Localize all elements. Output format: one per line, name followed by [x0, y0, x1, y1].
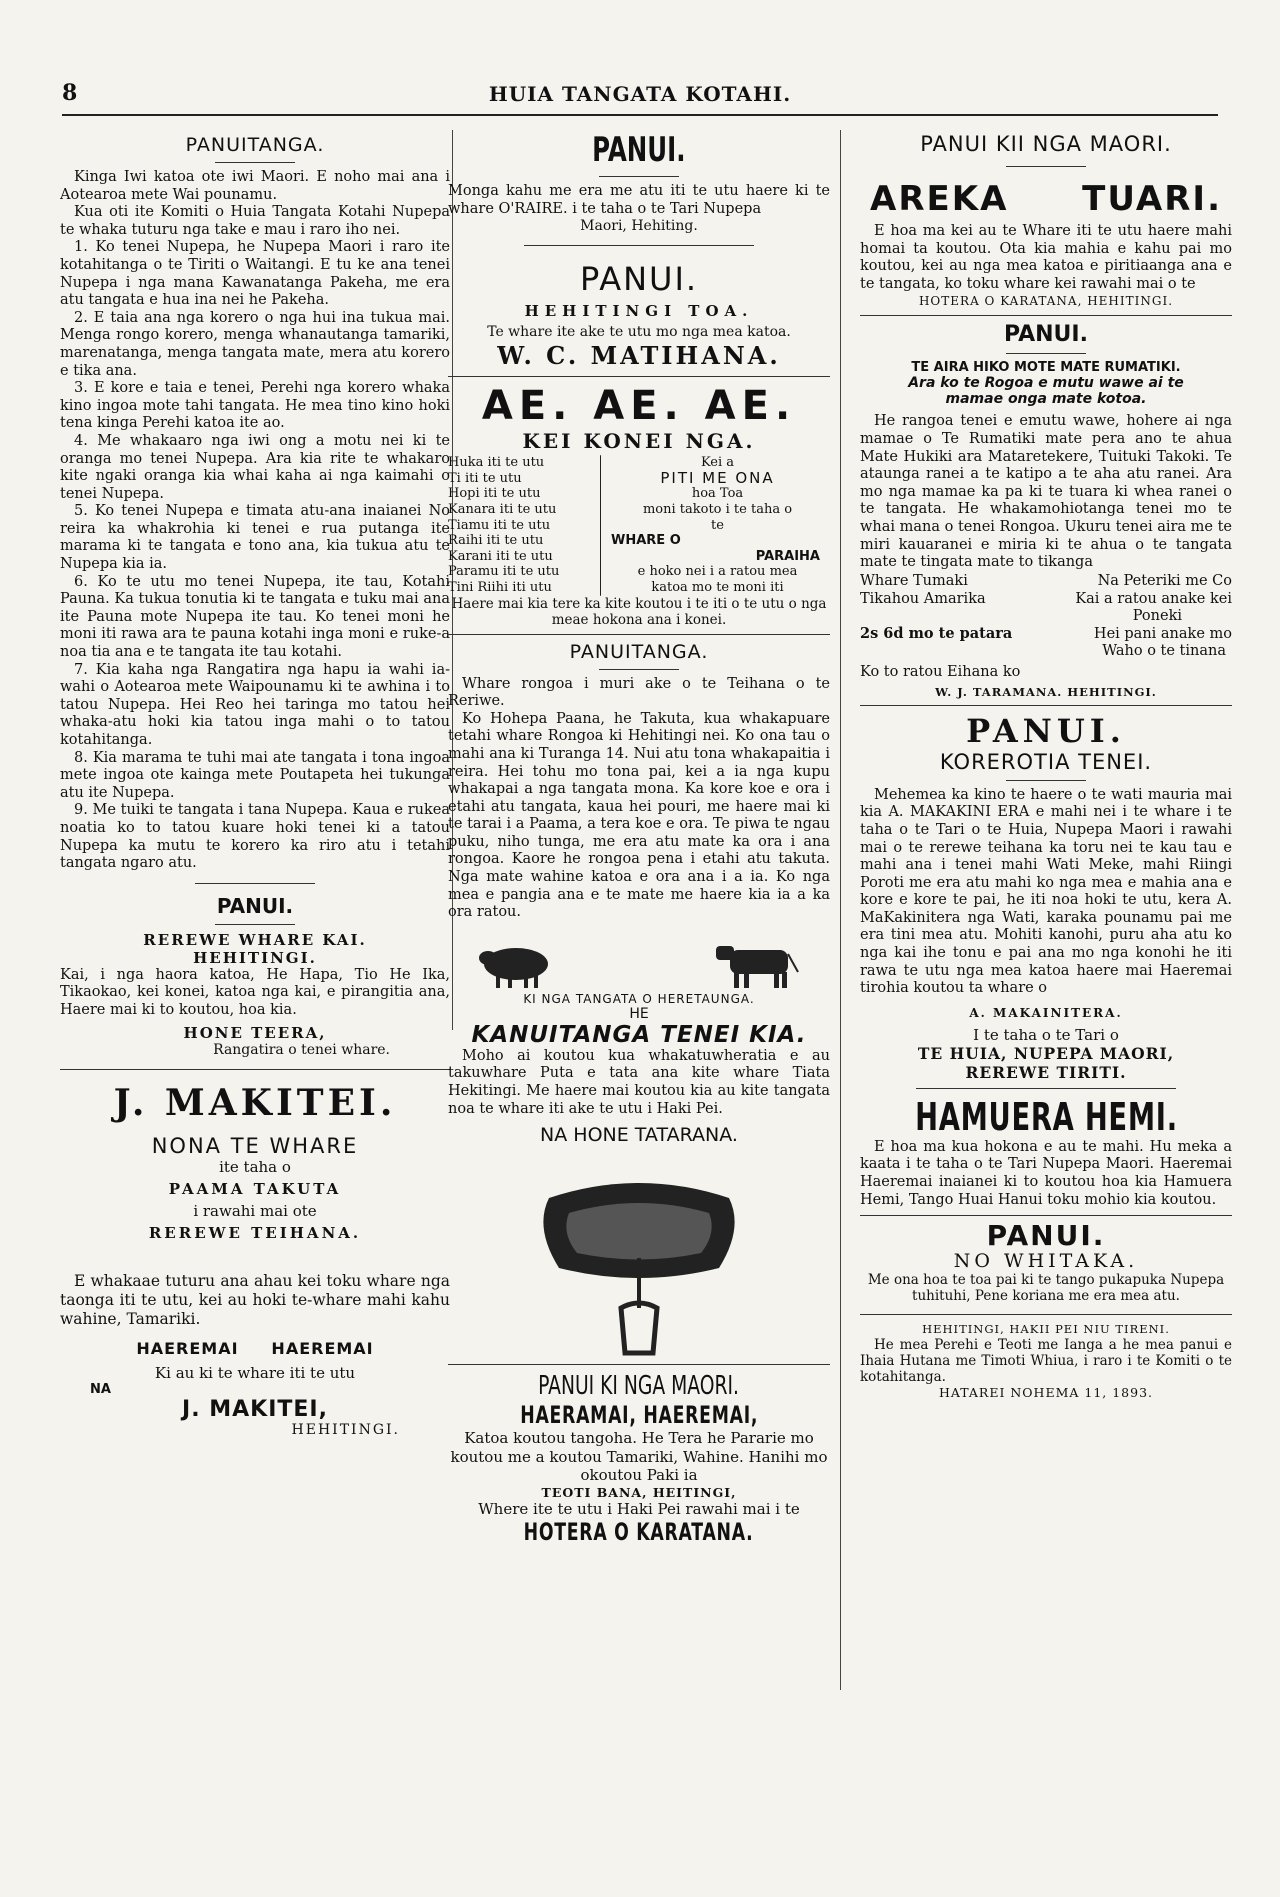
te-word: te: [711, 517, 724, 533]
panuitanga-heading: PANUITANGA.: [185, 134, 325, 156]
divider: [215, 924, 295, 925]
taramana-signature: W. J. TARAMANA. HEHITINGI.: [935, 684, 1157, 699]
divider: [524, 245, 753, 246]
makitei-heading: J. MAKITEI.: [113, 1081, 397, 1124]
paragraph: Kua oti ite Komiti o Huia Tangata Kotahi Nupepa te whaka tuturu nga take e mau i raro iho nei.: [60, 204, 450, 238]
panuitanga-heading-2: PANUITANGA.: [569, 640, 709, 663]
hei-pani: Hei pani anake mo: [1093, 625, 1232, 642]
hehitingi-heading: HEHITINGI.: [193, 948, 317, 967]
paragraph: 9. Me tuiki te tangata i tana Nupepa. Kaua e rukea noatia ko to tatou kuare hoki tenei ki a tatou Nupepa ka mutu te korero ka riro atu i tetahi tangata ngaro atu.: [60, 802, 450, 872]
waho: Waho o te tinana: [1102, 642, 1226, 659]
price: 2s 6d mo te patara: [860, 624, 1013, 642]
whare-o: WHARE O: [611, 533, 681, 549]
haeremai-word: HAEREMAI: [271, 1338, 374, 1358]
column-2: [448, 130, 830, 1827]
animal-illustrations: [476, 938, 802, 990]
goods-item: Paramu iti te utu: [448, 564, 560, 580]
brace: [600, 455, 601, 595]
signature-name: J. MAKITEI,: [182, 1396, 328, 1422]
me-ona-text: Me ona hoa te toa pai ki te tango pukapuka Nupepa tuhituhi, Pene koriana me era mea atu.: [867, 1272, 1225, 1305]
tuari-word: TUARI.: [1082, 179, 1222, 219]
panui-heading: PANUI.: [216, 893, 294, 918]
goods-item: Ti iti te utu: [448, 470, 522, 486]
divider: [448, 1364, 830, 1365]
goods-list: [448, 455, 596, 595]
saddle-illustration: [448, 1158, 830, 1358]
panui-heading-2: PANUI.: [579, 260, 699, 299]
areka-word: AREKA: [870, 179, 1009, 219]
signature-place: HEHITINGI.: [291, 1421, 400, 1438]
notice-body: [60, 169, 450, 873]
panui-heading-2: PANUI.: [966, 711, 1126, 750]
divider: [599, 176, 679, 177]
rerewe-teihana: REREWE TEIHANA.: [148, 1223, 362, 1242]
kai-a-ratou: Kai a ratou anake kei: [1075, 590, 1232, 607]
goods-item: Hopi iti te utu: [448, 486, 541, 502]
hamuera-heading: HAMUERA HEMI.: [914, 1094, 1178, 1139]
whare-rongoa-text: Whare rongoa i muri ake o te Teihana o te Reriwe.: [448, 675, 830, 710]
date: HATAREI NOHEMA 11, 1893.: [938, 1385, 1154, 1401]
te-aira-heading: TE AIRA HIKO MOTE MATE RUMATIKI.: [911, 360, 1181, 376]
tikahou-amarika: Tikahou Amarika: [860, 590, 986, 607]
maori-hehiting: Maori, Hehiting.: [580, 218, 698, 235]
korerotia-heading: KOREROTIA TENEI.: [939, 749, 1153, 774]
kanuitanga-heading: KANUITANGA TENEI KIA.: [471, 1021, 807, 1048]
moho-text: Moho ai koutou kua whakatuwheratia e au takuwhare Puta e tata ana kite whare Tiata Hekitingi. Me haere mai koutou kia au kite tangata noa te whare iti ake te utu i Haki Pei.: [448, 1047, 830, 1117]
tikahou-row: [860, 590, 1232, 608]
masthead: HUIA TANGATA KOTAHI.: [488, 82, 792, 106]
imprint: HEHITINGI, HAKII PEI NIU TIRENI.: [922, 1322, 1170, 1337]
column-1: [60, 130, 450, 1827]
paragraph: 1. Ko tenei Nupepa, he Nupepa Maori i raro ite kotahitanga o te Tiriti o Waitangi. E tu ke ana tenei Nupepa i nga mana Kawanatanga Pakeha, me era atu tangata e hua ina nei he Pakeha.: [60, 239, 450, 309]
paraiha: PARAIHA: [755, 548, 820, 564]
paragraph: 6. Ko te utu mo tenei Nupepa, ite tau, Kotahi Pauna. Ka tukua tonutia ki te tangata e tuku mai ana ite Pauna mote Nupepa ite tau. Ko tenei moni he moni iti rawa ara te pauna kotahi inga moni e ruke-a noa tia ana e te tangata ite tau kotahi.: [60, 573, 450, 661]
makainitera-signature: A. MAKAINITERA.: [969, 1005, 1123, 1020]
panui-ki-nga-maori-heading: PANUI KI NGA MAORI.: [538, 1371, 740, 1402]
divider: [860, 705, 1232, 706]
goods-item: Tini Riihi iti utu: [448, 579, 552, 595]
katoa-text: Katoa koutou tangoha. He Tera he Pararie mo koutou me a koutou Tamariki, Wahine. Hanihi mo okoutou Paki ia: [450, 1429, 828, 1485]
goods-item: Kanara iti te utu: [448, 501, 557, 517]
column-divider: [840, 130, 841, 1690]
i-rawahi-mai: i rawahi mai ote: [193, 1201, 317, 1220]
piti-me-ona: PITI ME ONA: [660, 468, 775, 487]
divider: [215, 162, 295, 163]
divider: [1006, 166, 1086, 167]
divider: [916, 1088, 1176, 1089]
poneki: Poneki: [1132, 607, 1182, 624]
he-word: HE: [629, 1005, 649, 1022]
ae-heading: AE. AE. AE.: [481, 383, 797, 430]
divider: [448, 634, 830, 635]
page-number: 8: [62, 80, 78, 106]
te-huia: TE HUIA, NUPEPA MAORI,: [917, 1043, 1175, 1063]
divider: [195, 883, 315, 884]
areka-tuari-heading: [860, 173, 1232, 223]
haere-mai-text: Haere mai kia tere ka kite koutou i te iti o te utu o nga meae hokona ana i konei.: [451, 595, 827, 628]
no-whitaka: NO WHITAKA.: [953, 1250, 1139, 1273]
page-header: [62, 78, 1218, 116]
i-te-taha: I te taha o te Tari o: [973, 1025, 1119, 1044]
e-hoko: e hoko nei i a ratou mea: [637, 564, 798, 580]
ki-nga-tangata: KI NGA TANGATA O HERETAUNGA.: [523, 991, 755, 1006]
spacer: [60, 1242, 450, 1272]
whare-tumaki: Whare Tumaki: [860, 572, 968, 589]
goods-item: Huka iti te utu: [448, 455, 545, 471]
divider: [860, 1215, 1232, 1216]
piti-block: [605, 455, 830, 595]
kai-text: Kai, i nga haora katoa, He Hapa, Tio He Ika, Tikaokao, kei konei, katoa nga kai, e pirangitia ana, Haere mai ki to koutou, hoa kia.: [60, 966, 450, 1018]
e-hoa-ma-text: E hoa ma kua hokona e au te mahi. Hu meka a kaata i te taha o te Tari Nupepa Maori. Haeremai Haeremai inaianei ki to koutou hoa kia Hamuera Hemi, Tango Huai Hanui toku mohio kia koutou.: [860, 1138, 1232, 1208]
moni-takoto: moni takoto i te taha o: [642, 501, 793, 517]
divider: [448, 376, 830, 377]
panui-heading: PANUI.: [1004, 322, 1088, 348]
hone-teera: HONE TEERA,: [183, 1023, 327, 1042]
na-hone-tatarana: NA HONE TATARANA.: [540, 1124, 738, 1147]
paragraph: 5. Ko tenei Nupepa e timata atu-ana inaianei No reira ka whakrohia ki tenei e rua putanga ite marama ki te tangata e tono ana, kia tukua atu te Nupepa kia ia.: [60, 503, 450, 573]
te-whare-text: Te whare ite ake te utu mo nga mea katoa.: [487, 324, 791, 341]
he-mea-text: He mea Perehi e Teoti me Ianga a he mea panui e Ihaia Hutana me Timoti Whiua, i raro i te Komiti o te kotahitanga.: [860, 1337, 1232, 1386]
katoa-mo: katoa mo te moni iti: [651, 579, 784, 595]
rangatira-text: Rangatira o tenei whare.: [213, 1041, 390, 1058]
haeramai-heading: HAERAMAI, HAEREMAI,: [520, 1401, 758, 1430]
divider: [1006, 353, 1086, 354]
paragraph: 7. Kia kaha nga Rangatira nga hapu ia wahi ia-wahi o Aotearoa mete Waipounamu ki te awhina i to tatou Nupepa. Hei Reo hei taringa mo tatou hei whaka-atu hoki kia tatou inga mahi o to tatou kotahitanga.: [60, 661, 450, 748]
hotera-signature: HOTERA O KARATANA, HEHITINGI.: [918, 294, 1174, 309]
hehitingi-toa: HEHITINGI TOA.: [524, 302, 754, 321]
na-peteriki: Na Peteriki me Co: [1097, 572, 1232, 589]
paama-takuta: PAAMA TAKUTA: [168, 1179, 342, 1198]
he-rangoa-text: He rangoa tenei e emutu wawe, hohere ai nga mamae o Te Rumatiki mate pera ano te ahua Mate Hukiki ara Mataretekere, Tuituki Takoki. Te ataunga ranei a te katipo a te aha atu ranei. Ara mo nga mamae ka pa ki te tuara ki whea ranei o te tangata. He whakamohiotanga tenei mo te whai mana o tenei Rongoa. Ukuru tenei aira me te miri kauaranei e miria ki te ahua o te tangata mate te tingata mate to tikanga: [860, 413, 1232, 571]
kei-a: Kei a: [700, 455, 735, 471]
goods-block: [448, 455, 830, 595]
whare-tumaki-row: [860, 572, 1232, 590]
price-row: [860, 625, 1232, 643]
paragraph: 3. E kore e taia e tenei, Perehi nga korero whaka kino ingoa mote tahi tangata. He mea tino kino hoki tena kinga Perehi katoa ite ao.: [60, 380, 450, 432]
goods-item: Raihi iti te utu: [448, 533, 544, 549]
divider: [860, 1314, 1232, 1315]
goods-item: Karani iti te utu: [448, 548, 553, 564]
paragraph: 4. Me whakaaro nga iwi ong a motu nei ki te oranga mo tenei Nupepa. Ara kia rite te whakaro kite ngaki oranga kia whai kaha ai nga kaimahi o tenei Nupepa.: [60, 432, 450, 502]
sheep-icon: [476, 938, 556, 990]
ara-ko-te: Ara ko te Rogoa e mutu wawe ai te mamae onga mate kotoa.: [908, 375, 1184, 408]
matihana-name: W. C. MATIHANA.: [497, 341, 781, 371]
goods-item: Tiamu iti te utu: [448, 517, 551, 533]
column-3: [860, 130, 1232, 1827]
haeremai-line: [60, 1339, 450, 1358]
divider: [860, 315, 1232, 316]
rerewe-tiriti: REREWE TIRITI.: [965, 1062, 1127, 1082]
panui-heading: PANUI.: [592, 130, 686, 170]
na-label: NA: [90, 1381, 111, 1397]
hotera-heading: HOTERA O KARATANA.: [524, 1518, 754, 1547]
panui-heading-3: PANUI.: [986, 1219, 1106, 1253]
hohepa-text: Ko Hohepa Paana, he Takuta, kua whakapuare tetahi whare Rongoa ki Hehitingi nei. Ko ona tau o mahi ana ki Turanga 14. Nui atu tona whakapaitia i reira. Hei tohu mo tona pai, kei a ia nga kupu whakapai a nga tangata mona. Ka kore koe e ora i etahi atu tangata, kaua hei pouri, me haere mai ki te tarai i a Paama, a tera koe e ora. Te piwa te ngau puku, niho tunga, me era atu mate ka ora i ana rongoa. Kaore he rongoa pena i etahi atu takuta. Nga mate wahine katoa e ora ana i a ia. Ko nga mea e pangia ana e te mate me haere kia ia a ka ora ratou.: [448, 710, 830, 921]
panui-kii-heading: PANUI KII NGA MAORI.: [920, 132, 1172, 156]
cow-icon: [712, 942, 802, 990]
monga-text: Monga kahu me era me atu iti te utu haere ki te whare O'RAIRE. i te taha o te Tari Nupepa: [448, 183, 830, 217]
paragraph: 8. Kia marama te tuhi mai ate tangata i tona ingoa mete ingoa ote kainga mete Poutapeta hei tukunga atu ite Nupepa.: [60, 749, 450, 801]
divider: [599, 669, 679, 670]
ki-au-text: Ki au ki te whare iti te utu: [154, 1363, 356, 1382]
rerewe-whare-kai-heading: REREWE WHARE KAI.: [143, 930, 367, 949]
whakaae-text: E whakaae tuturu ana ahau kei toku whare nga taonga iti te utu, kei au hoki te-whare mahi kahu wahine, Tamariki.: [60, 1271, 450, 1328]
hoa-toa: hoa Toa: [691, 486, 744, 502]
divider: [1006, 780, 1086, 781]
where-te-text: Where ite te utu i Haki Pei rawahi mai i te: [478, 1499, 800, 1518]
haeremai-word: HAEREMAI: [136, 1338, 239, 1358]
ite-taha-o: ite taha o: [219, 1157, 291, 1176]
ko-to-ratou: Ko to ratou Eihana ko: [860, 663, 1021, 680]
saddle-icon: [529, 1158, 749, 1358]
kei-konei-nga: KEI KONEI NGA.: [522, 429, 756, 454]
paragraph: 2. E taia ana nga korero o nga hui ina tukua mai. Menga rongo korero, menga whanautanga tamariki, marenatanga, menga tangata mate, mera atu korero e tika ana.: [60, 309, 450, 379]
e-hoa-text: E hoa ma kei au te Whare iti te utu haere mahi homai ta koutou. Ota kia mahia e kahu pai mo koutou, kei au nga mea katoa e piritiaanga ana e te tangata, ko toku whare kei rawahi mai o te: [860, 223, 1232, 292]
teoti-bana: TEOTI BANA, HEITINGI,: [541, 1484, 737, 1500]
paragraph: Kinga Iwi katoa ote iwi Maori. E noho mai ana i Aotearoa mete Wai pounamu.: [60, 169, 450, 203]
mehemea-text: Mehemea ka kino te haere o te wati mauria mai kia A. MAKAKINI ERA e mahi nei i te whare i te taha o te Tari o te Huia, Nupepa Maori i rawahi mai o te rerewe teihana ka toru nei te kau tau e mahi ana i tenei mahi Wati Meke, mahi Riingi Poroti me era atu mahi ko nga mea e mahia ana e kore e kore te pai, he iti noa hoki te utu, kera A. MaKakinitera nga Wati, karaka pounamu pai me era tini mea atu. Mohiti kanohi, puru aha atu ko nga kai ihe tonu e pai ana mo nga konohi he iti rawa te utu nga mea katoa haere mai Haeremai tirohia koutou ta whare o: [860, 786, 1232, 997]
nona-te-whare: NONA TE WHARE: [151, 1133, 359, 1158]
divider: [60, 1069, 450, 1070]
